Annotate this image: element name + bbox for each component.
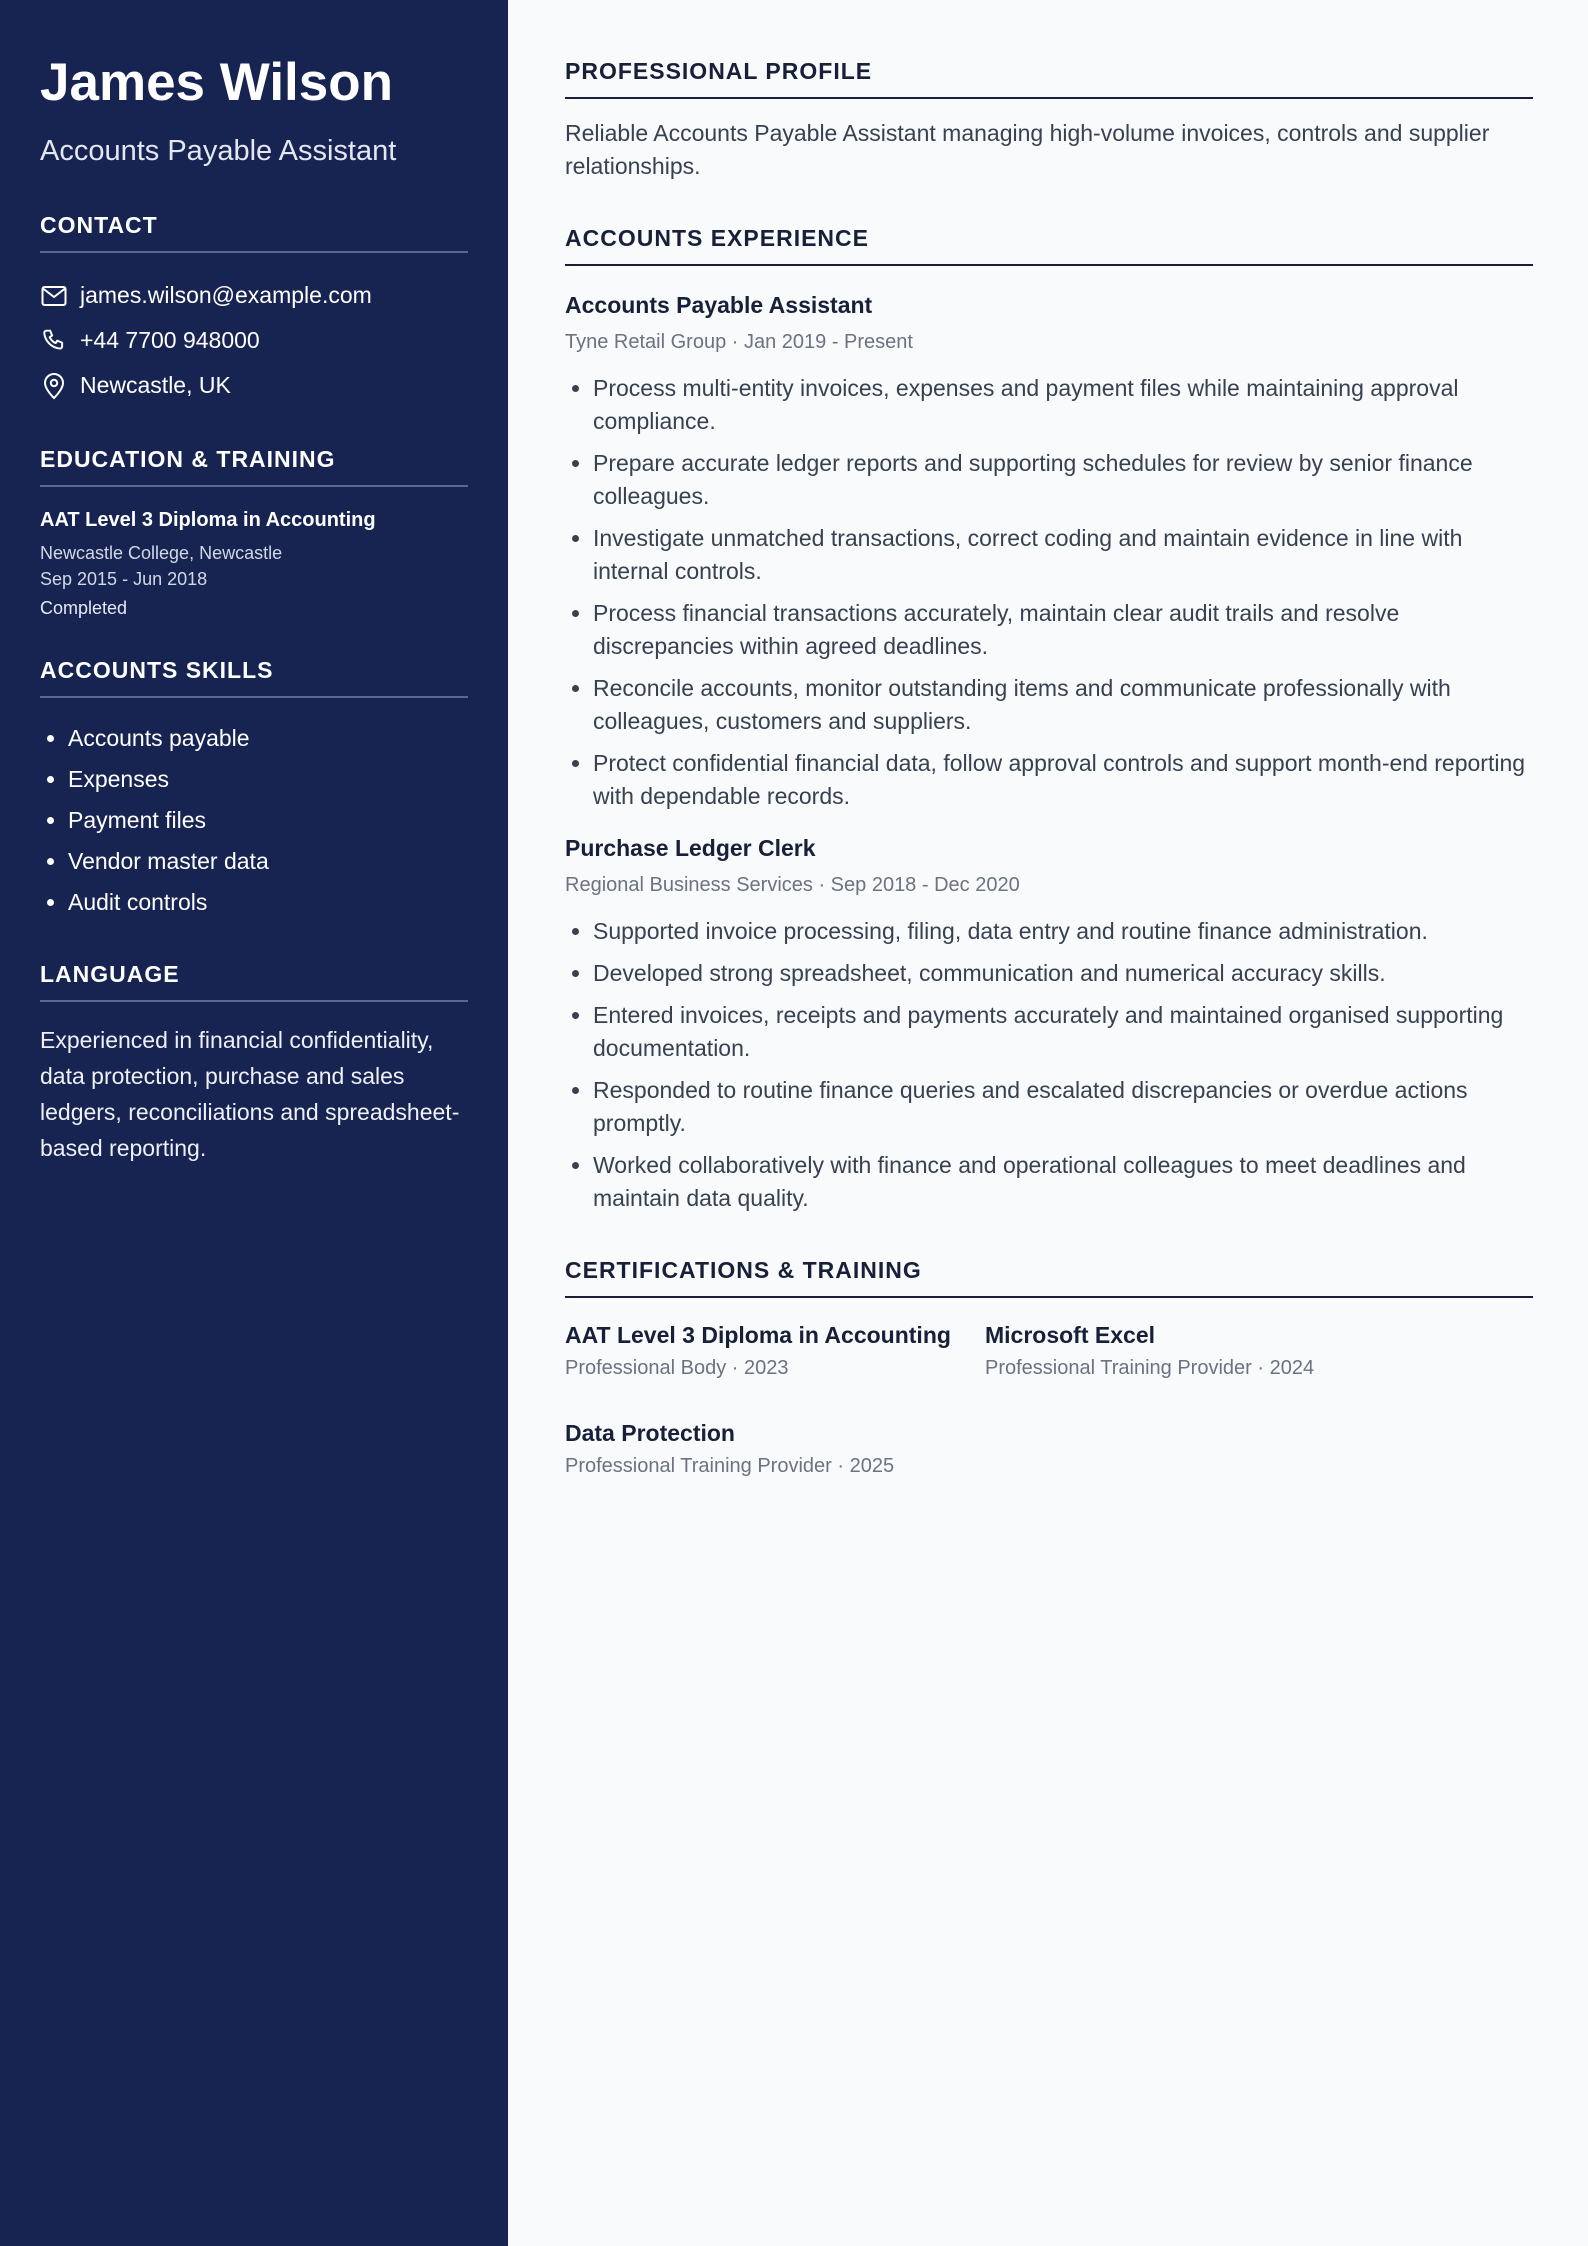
contact-heading: CONTACT (40, 212, 468, 253)
education-institution: Newcastle College, Newcastle (40, 543, 283, 563)
phone-icon (40, 327, 68, 355)
candidate-name: James Wilson (40, 53, 393, 112)
profile-text: Reliable Accounts Payable Assistant managing high-volume invoices, controls and supplier relationships. (565, 120, 1490, 179)
contact-email-text: james.wilson@example.com (80, 282, 372, 308)
profile-heading: PROFESSIONAL PROFILE (565, 58, 1533, 99)
job-bullet: • Process multi-entity invoices, expenses and payment files while maintaining approval compliance. (593, 372, 1533, 438)
education-title: AAT Level 3 Diploma in Accounting (40, 509, 376, 531)
contact-location-text: Newcastle, UK (80, 372, 231, 398)
cert-title: Microsoft Excel (985, 1322, 1155, 1348)
skills-heading: ACCOUNTS SKILLS (40, 657, 468, 698)
job-bullet: • Investigate unmatched transactions, correct coding and maintain evidence in line with internal controls. (593, 522, 1533, 588)
experience-section (565, 225, 1533, 1215)
education-section (40, 446, 468, 619)
job-bullets (565, 915, 1533, 1215)
experience-heading: ACCOUNTS EXPERIENCE (565, 225, 1533, 266)
job-title: Accounts Payable Assistant (565, 292, 873, 318)
job-bullet: • Developed strong spreadsheet, communication and numerical accuracy skills. (593, 957, 1533, 990)
cert-title: Data Protection (565, 1420, 735, 1446)
cert-meta: Professional Body · 2023 (565, 1357, 789, 1379)
job-bullet: • Prepare accurate ledger reports and supporting schedules for review by senior finance colleagues. (593, 447, 1533, 513)
job-bullets (565, 372, 1533, 813)
cert-item (985, 1322, 1405, 1380)
certifications-section (565, 1257, 1533, 1478)
cert-item (565, 1322, 985, 1380)
location-pin-icon (40, 372, 68, 400)
candidate-title: Accounts Payable Assistant (40, 135, 397, 167)
job-bullet: • Worked collaboratively with finance and operational colleagues to meet deadlines and maintain data quality. (593, 1149, 1533, 1215)
cert-meta: Professional Training Provider · 2025 (565, 1455, 895, 1477)
skill-item: • Audit controls (68, 882, 468, 923)
education-heading: EDUCATION & TRAINING (40, 446, 468, 487)
language-text: Experienced in financial confidentiality, data protection, purchase and sales ledgers, reconciliations and spreadsheet-based reporting. (40, 1027, 460, 1161)
contact-phone-text: +44 7700 948000 (80, 327, 260, 353)
certifications-grid (565, 1322, 1533, 1478)
job-bullet: • Entered invoices, receipts and payments accurately and maintained organised supporting documentation. (593, 999, 1533, 1065)
main-content (565, 0, 1533, 1478)
job-bullet: • Supported invoice processing, filing, data entry and routine finance administration. (593, 915, 1533, 948)
mail-icon (40, 282, 68, 310)
job-entry (565, 835, 1533, 1215)
contact-phone[interactable] (40, 318, 468, 363)
skills-section (40, 657, 468, 923)
skill-item: • Payment files (68, 800, 468, 841)
profile-section (565, 58, 1533, 183)
contact-location (40, 363, 468, 408)
job-bullet: • Reconcile accounts, monitor outstanding items and communicate professionally with colleagues, customers and suppliers. (593, 672, 1533, 738)
sidebar (0, 0, 508, 2246)
skill-item: • Vendor master data (68, 841, 468, 882)
cert-title: AAT Level 3 Diploma in Accounting (565, 1322, 951, 1348)
contact-list (40, 273, 468, 408)
cert-meta: Professional Training Provider · 2024 (985, 1357, 1315, 1379)
education-status: Completed (40, 598, 128, 618)
skill-item: • Accounts payable (68, 718, 468, 759)
language-heading: LANGUAGE (40, 961, 468, 1002)
contact-section (40, 212, 468, 408)
certifications-heading: CERTIFICATIONS & TRAINING (565, 1257, 1533, 1298)
job-bullet: • Responded to routine finance queries and escalated discrepancies or overdue actions promptly. (593, 1074, 1533, 1140)
job-meta: Tyne Retail Group · Jan 2019 - Present (565, 331, 913, 353)
education-dates: Sep 2015 - Jun 2018 (40, 569, 208, 589)
job-meta: Regional Business Services · Sep 2018 - Dec 2020 (565, 874, 1020, 896)
cert-item (565, 1420, 985, 1478)
job-entry (565, 292, 1533, 813)
job-title: Purchase Ledger Clerk (565, 835, 816, 861)
contact-email[interactable] (40, 273, 468, 318)
language-section (40, 961, 468, 1166)
skill-item: • Expenses (68, 759, 468, 800)
skills-list (40, 718, 468, 923)
job-bullet: • Process financial transactions accurately, maintain clear audit trails and resolve discrepancies within agreed deadlines. (593, 597, 1533, 663)
job-bullet: • Protect confidential financial data, follow approval controls and support month-end reporting with dependable records. (593, 747, 1533, 813)
